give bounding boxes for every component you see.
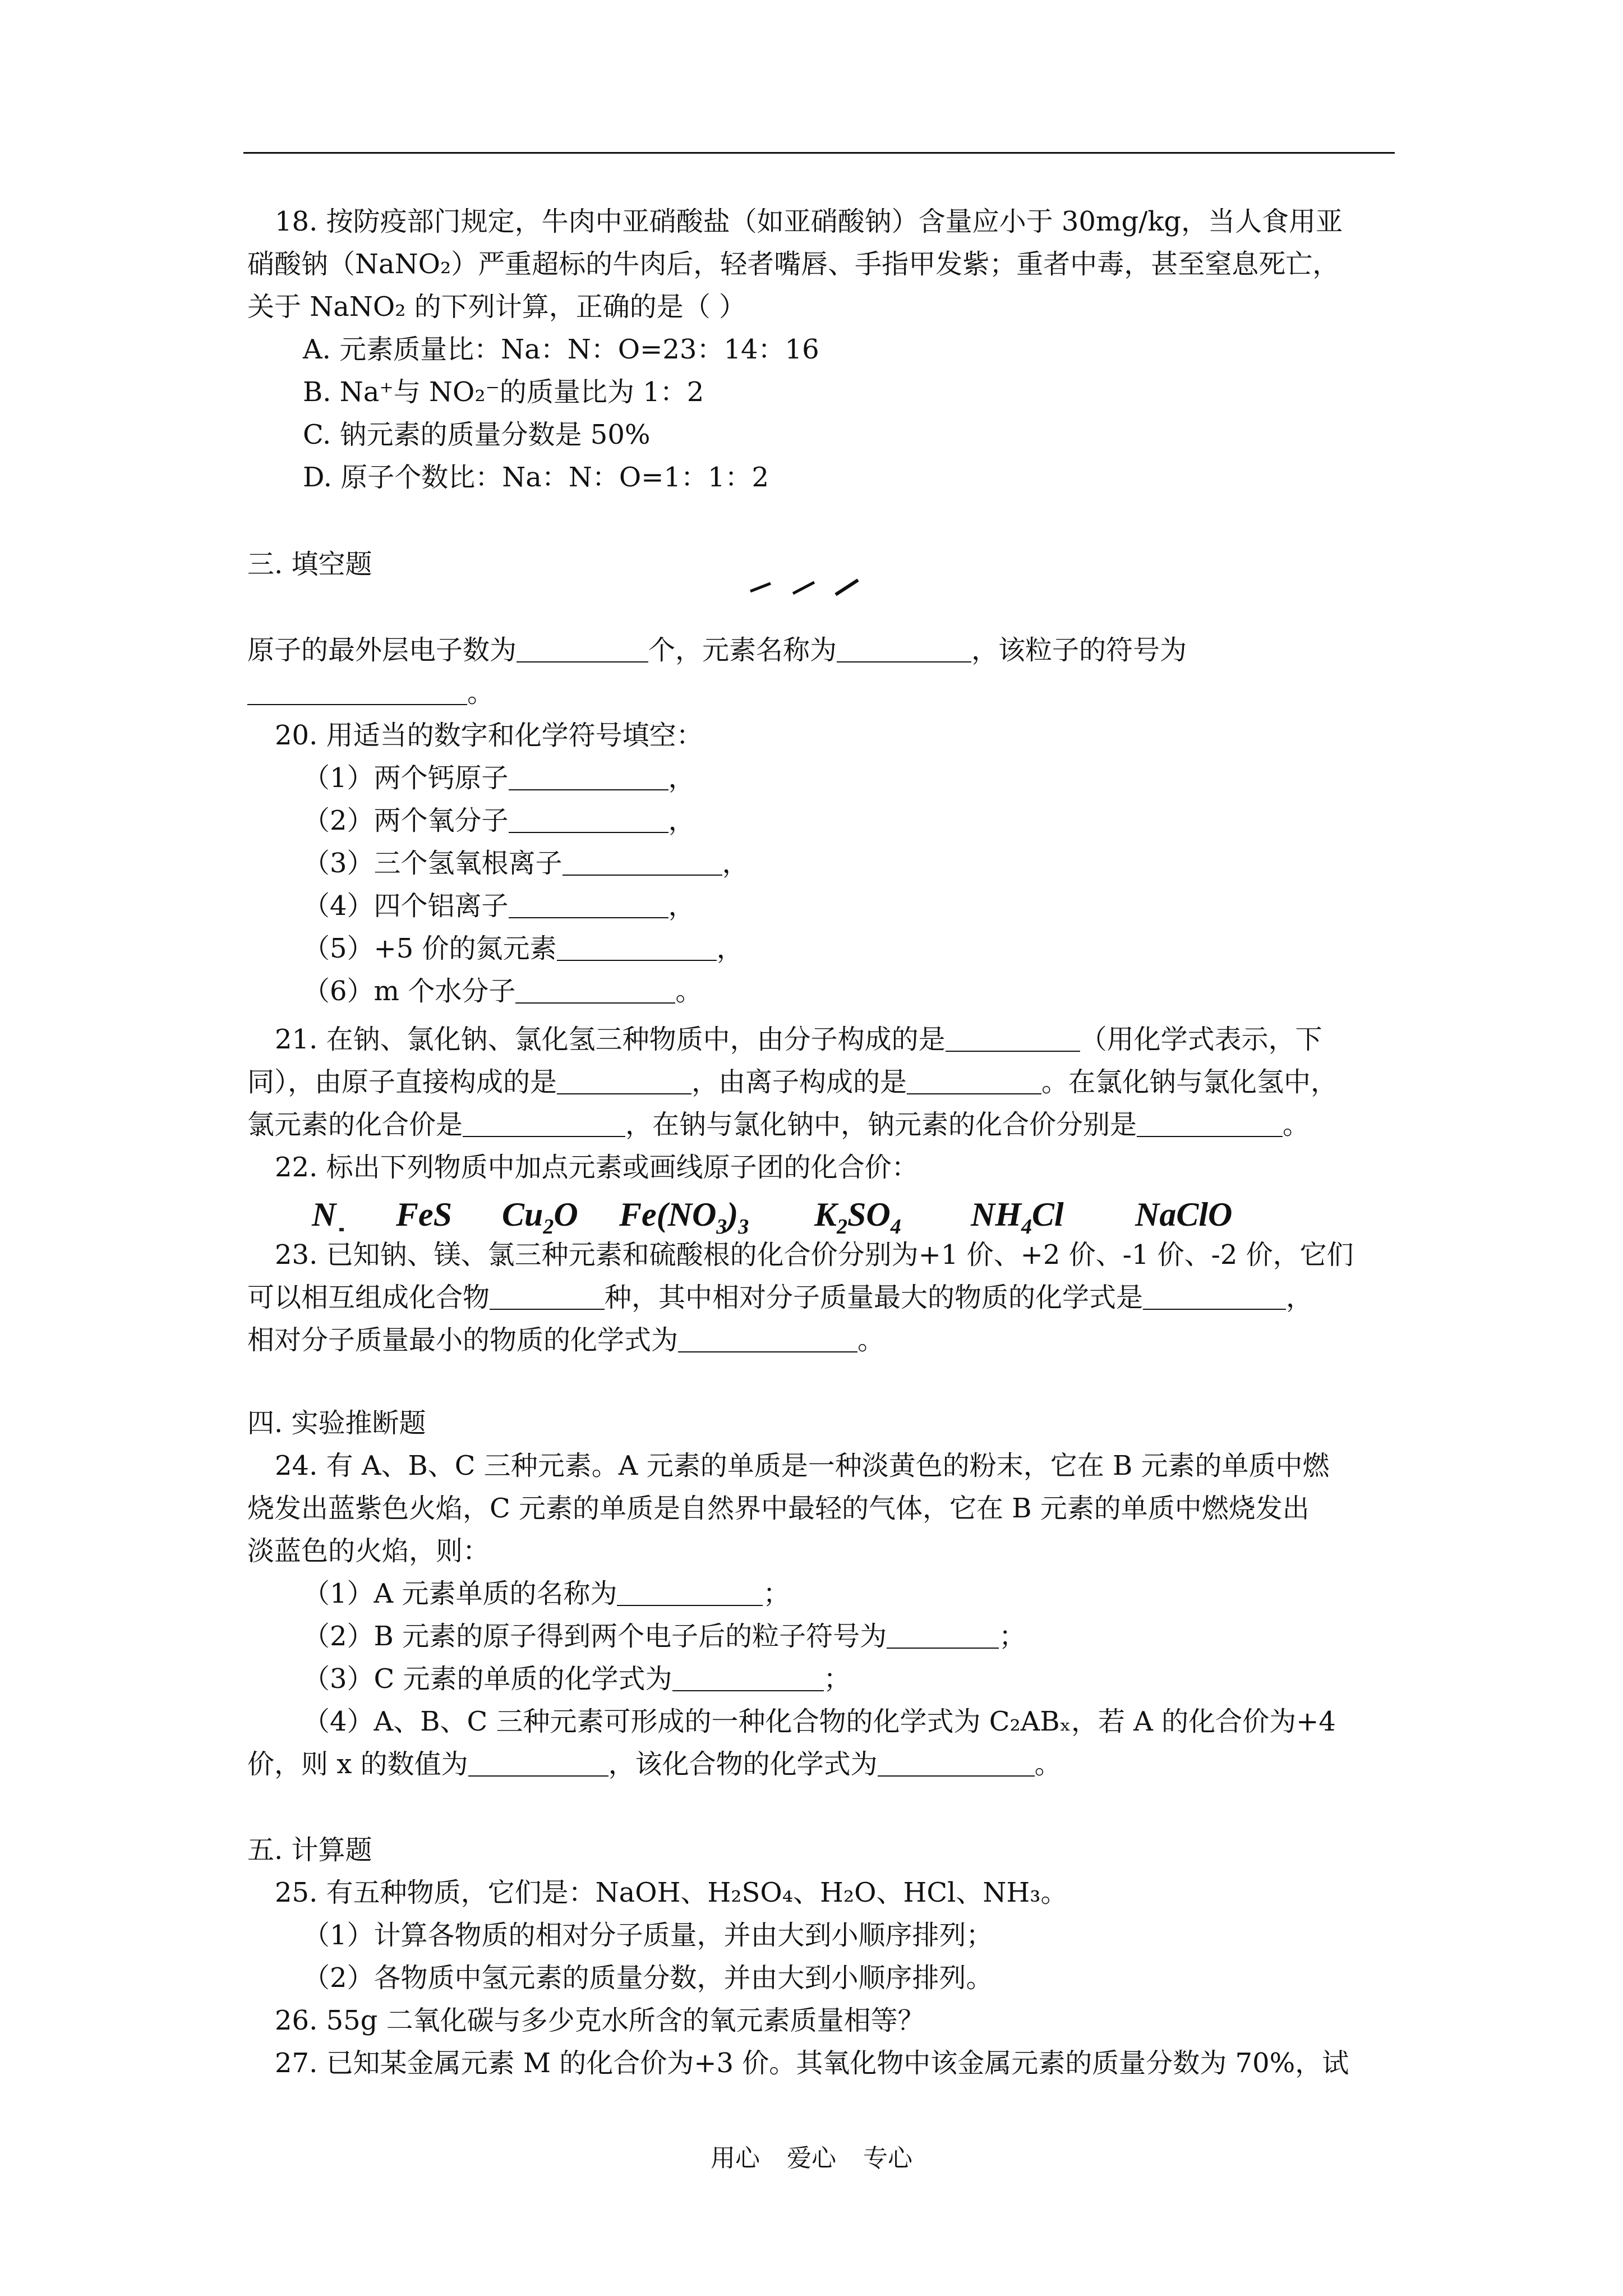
- q21-text: （用化学式表示，下: [1080, 1024, 1322, 1055]
- q21-text: 。: [1283, 1109, 1310, 1140]
- q21-line1: [275, 1023, 1322, 1056]
- formula-text: N: [312, 1196, 336, 1233]
- q23-text: 可以相互组成化合物: [247, 1282, 490, 1313]
- q20-item-label: （4）四个铝离子: [303, 890, 509, 922]
- dot-mark: [339, 1228, 344, 1231]
- formula-text: NH: [971, 1196, 1021, 1233]
- q19-line2: [247, 676, 494, 710]
- q24-text: ；: [763, 1578, 790, 1609]
- q24-text: （1）A 元素单质的名称为: [303, 1578, 617, 1609]
- q20-item: [303, 804, 695, 838]
- q22-intro: 22. 标出下列物质中加点元素或画线原子团的化合价：: [275, 1152, 919, 1183]
- q23-text: ，: [1286, 1282, 1313, 1313]
- q20-item-label: （1）两个钙原子: [303, 762, 509, 794]
- q20-blank[interactable]: [515, 977, 675, 1004]
- q20-item: [303, 932, 744, 965]
- q21-text: 同），由原子直接构成的是: [247, 1066, 557, 1098]
- q20-item-end: ，: [668, 762, 695, 794]
- formula-text: K: [814, 1196, 837, 1233]
- q24-text: ；: [999, 1621, 1026, 1652]
- q24-text: 。: [1034, 1749, 1062, 1780]
- formula-cu2o: [502, 1195, 578, 1239]
- formula-text: NaClO: [1135, 1196, 1233, 1233]
- q25-line1: 25. 有五种物质，它们是：NaOH、H₂SO₄、H₂O、HCl、NH₃。: [275, 1877, 1068, 1908]
- q20-intro: 20. 用适当的数字和化学符号填空：: [275, 720, 703, 751]
- formula-text: Cl: [1032, 1196, 1064, 1233]
- q24-text: ；: [823, 1663, 851, 1695]
- q24-blank-2[interactable]: [887, 1622, 999, 1649]
- q23-text: 相对分子质量最小的物质的化学式为: [247, 1324, 679, 1356]
- q19-line1: [247, 633, 1187, 667]
- q20-item-end: 。: [675, 976, 703, 1007]
- q19-text-a: 原子的最外层电子数为: [247, 634, 517, 666]
- q21-text: ，由离子构成的是: [691, 1066, 907, 1098]
- q20-blank[interactable]: [562, 849, 722, 876]
- q21-text: ，在钠与氯化钠中，钠元素的化合价分别是: [625, 1109, 1137, 1140]
- q24-sub1: [303, 1577, 790, 1611]
- q19-blank-3[interactable]: [247, 678, 467, 705]
- q24-text: （3）C 元素的单质的化学式为: [303, 1663, 672, 1695]
- q19-end: 。: [467, 677, 495, 708]
- formula-fes: [396, 1195, 452, 1234]
- q20-item: [303, 974, 702, 1008]
- q24-blank-3[interactable]: [672, 1664, 824, 1691]
- q20-item-end: ，: [722, 848, 749, 879]
- q23-blank-3[interactable]: [678, 1326, 857, 1352]
- q20-blank[interactable]: [557, 934, 717, 961]
- q24-sub2: [303, 1619, 1026, 1653]
- q25-sub1: （1）计算各物质的相对分子质量，并由大到小顺序排列；: [303, 1920, 993, 1951]
- q18-option-a: A. 元素质量比：Na：N：O=23：14：16: [303, 334, 819, 365]
- formula-subscript: 2: [837, 1215, 848, 1239]
- formula-text: Cu: [502, 1196, 543, 1233]
- formula-k2so4: [814, 1195, 901, 1239]
- formula-subscript: 4: [890, 1215, 901, 1239]
- q24-line2: 烧发出蓝紫色火焰，C 元素的单质是自然界中最轻的气体，它在 B 元素的单质中燃烧发出: [247, 1493, 1310, 1524]
- q23-blank-1[interactable]: [490, 1283, 605, 1310]
- q19-text-c: ，该粒子的符号为: [971, 634, 1187, 666]
- formula-text: SO: [847, 1196, 891, 1233]
- q26-text: 26. 55g 二氧化碳与多少克水所含的氧元素质量相等？: [275, 2005, 925, 2036]
- formula-text: ): [727, 1196, 739, 1233]
- footer-text: 爱心: [787, 2144, 836, 2173]
- formula-subscript: 4: [1021, 1215, 1032, 1239]
- q20-item-label: （6）m 个水分子: [303, 976, 516, 1007]
- section5-title: 五. 计算题: [247, 1834, 372, 1866]
- q18-option-b: B. Na⁺与 NO₂⁻的质量比为 1：2: [303, 376, 704, 408]
- q21-text: 。在氯化钠与氯化氢中，: [1041, 1066, 1338, 1098]
- page-footer: [0, 2143, 1623, 2174]
- q24-blank-4[interactable]: [468, 1750, 608, 1777]
- formula-text: Fe(NO: [619, 1196, 717, 1233]
- q21-line3: [247, 1108, 1310, 1142]
- formula-text: FeS: [396, 1196, 453, 1233]
- q24-text: （2）B 元素的原子得到两个电子后的粒子符号为: [303, 1621, 887, 1652]
- q20-blank[interactable]: [509, 763, 668, 790]
- q20-item-label: （3）三个氢氧根离子: [303, 848, 562, 879]
- q19-blank-2[interactable]: [837, 636, 971, 662]
- q19-blank-1[interactable]: [517, 636, 648, 662]
- q25-sub2: （2）各物质中氢元素的质量分数，并由大到小顺序排列。: [303, 1962, 993, 1994]
- q27-text: 27. 已知某金属元素 M 的化合价为+3 价。其氧化物中该金属元素的质量分数为 70%，试: [275, 2047, 1349, 2079]
- formula-naclo: [1135, 1195, 1232, 1234]
- q18-line3: 关于 NaNO₂ 的下列计算，正确的是（ ）: [247, 291, 746, 323]
- formula-fe-no3-3: [619, 1195, 749, 1239]
- q20-item-label: （2）两个氧分子: [303, 805, 509, 836]
- q24-line1: 24. 有 A、B、C 三种元素。A 元素的单质是一种淡黄色的粉末，它在 B 元素的单质中燃: [275, 1450, 1330, 1481]
- q20-blank[interactable]: [509, 891, 668, 918]
- q21-blank-5[interactable]: [1137, 1110, 1283, 1137]
- formula-subscript: 2: [543, 1215, 554, 1239]
- q24-sub4-line1: （4）A、B、C 三种元素可形成的一种化合物的化学式为 C₂ABₓ，若 A 的化合价为+4: [303, 1706, 1336, 1737]
- formula-nh4cl: [971, 1195, 1064, 1239]
- section3-title: 三. 填空题: [247, 549, 372, 580]
- q23-text: 种，其中相对分子质量最大的物质的化学式是: [605, 1282, 1144, 1313]
- q20-item-end: ，: [668, 890, 695, 922]
- q20-blank[interactable]: [509, 806, 668, 833]
- q24-text: 价，则 x 的数值为: [247, 1749, 468, 1780]
- q23-text: 。: [857, 1324, 885, 1356]
- header-rule: [243, 152, 1395, 154]
- q23-line2: [247, 1281, 1313, 1314]
- q24-blank-1[interactable]: [617, 1579, 763, 1606]
- q24-line3: 淡蓝色的火焰，则：: [247, 1535, 490, 1567]
- q23-line1: 23. 已知钠、镁、氯三种元素和硫酸根的化合价分别为+1 价、+2 价、-1 价、-2 价，它们: [275, 1239, 1354, 1271]
- footer-text: 用心: [711, 2144, 760, 2173]
- q21-blank-2[interactable]: [557, 1068, 691, 1094]
- q20-item-label: （5）+5 价的氮元素: [303, 933, 557, 964]
- q21-text: 21. 在钠、氯化钠、氯化氢三种物质中，由分子构成的是: [275, 1024, 946, 1055]
- q19-text-b: 个，元素名称为: [648, 634, 837, 666]
- q18-line1: 18. 按防疫部门规定，牛肉中亚硝酸盐（如亚硝酸钠）含量应小于 30mg/kg，当人食用亚: [275, 206, 1343, 237]
- q21-blank-1[interactable]: [946, 1025, 1080, 1052]
- q21-blank-4[interactable]: [463, 1110, 625, 1137]
- q20-item: [303, 889, 695, 923]
- q24-sub4-line2: [247, 1747, 1062, 1781]
- q18-option-d: D. 原子个数比：Na：N：O=1：1：2: [303, 462, 769, 493]
- q20-item: [303, 846, 749, 880]
- q24-sub3: [303, 1662, 851, 1696]
- q21-blank-3[interactable]: [907, 1068, 1041, 1094]
- q21-line2: [247, 1065, 1338, 1099]
- q23-line3: [247, 1323, 884, 1357]
- formula-subscript: 3: [738, 1215, 749, 1239]
- q18-option-c: C. 钠元素的质量分数是 50%: [303, 419, 651, 450]
- stroke-marks-image: [746, 572, 869, 600]
- q21-text: 氯元素的化合价是: [247, 1109, 463, 1140]
- formula-n: [312, 1195, 336, 1234]
- section4-title: 四. 实验推断题: [247, 1407, 426, 1439]
- q20-item-end: ，: [716, 933, 744, 964]
- footer-text: 专心: [863, 2144, 912, 2173]
- formula-subscript: 3: [716, 1215, 727, 1239]
- q20-item-end: ，: [668, 805, 695, 836]
- q20-item: [303, 761, 695, 795]
- q24-text: ，该化合物的化学式为: [608, 1749, 878, 1780]
- q24-blank-5[interactable]: [878, 1750, 1035, 1777]
- q18-line2: 硝酸钠（NaNO₂）严重超标的牛肉后，轻者嘴唇、手指甲发紫；重者中毒，甚至窒息死亡，: [247, 249, 1340, 280]
- q23-blank-2[interactable]: [1143, 1283, 1286, 1310]
- formula-text: O: [554, 1196, 578, 1233]
